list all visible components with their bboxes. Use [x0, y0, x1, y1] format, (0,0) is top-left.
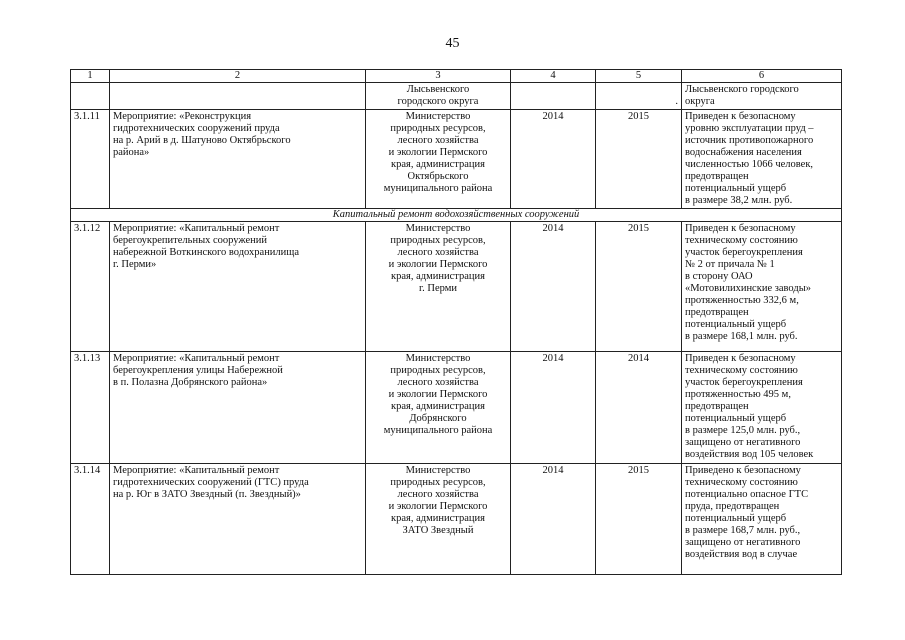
column-number: 2	[110, 70, 366, 83]
cell-executor: Министерство природных ресурсов, лесного хозяйства и экологии Пермского края, администрация Октябрьского муниципального района	[366, 110, 511, 209]
cell-start: 2014	[511, 464, 596, 575]
table-row	[71, 464, 842, 575]
cell-activity: Мероприятие: «Капитальный ремонт гидротехнических сооружений (ГТС) пруда на р. Юг в ЗАТО Звездный (п. Звездный)»	[110, 464, 366, 575]
column-number: 4	[511, 70, 596, 83]
column-number: 6	[682, 70, 842, 83]
cell-result: Приведен к безопасному уровню эксплуатации пруд – источник противопожарного водоснабжения населения численностью 1066 человек, предотвращен потенциальный ущерб в размере 38,2 млн. руб.	[682, 110, 842, 209]
cell-num: 3.1.11	[71, 110, 110, 209]
cell-executor: Министерство природных ресурсов, лесного хозяйства и экологии Пермского края, администрация ЗАТО Звездный	[366, 464, 511, 575]
cell-num: 3.1.13	[71, 352, 110, 464]
cell-num: 3.1.12	[71, 222, 110, 352]
cell-num	[71, 83, 110, 110]
cell-executor: Министерство природных ресурсов, лесного хозяйства и экологии Пермского края, администрация г. Перми	[366, 222, 511, 352]
cell-executor: Лысьвенского городского округа	[366, 83, 511, 110]
table-row	[71, 110, 842, 209]
section-title: Капитальный ремонт водохозяйственных сооружений	[71, 209, 842, 222]
page-number: 45	[445, 36, 460, 51]
cell-end: 2015	[596, 110, 682, 209]
cell-start	[511, 83, 596, 110]
activities-table	[70, 69, 842, 575]
cell-activity: Мероприятие: «Капитальный ремонт берегоукрепительных сооружений набережной Воткинского водохранилища г. Перми»	[110, 222, 366, 352]
column-number: 1	[71, 70, 110, 83]
cell-end: 2015	[596, 464, 682, 575]
column-number: 3	[366, 70, 511, 83]
cell-end: 2015	[596, 222, 682, 352]
cell-activity	[110, 83, 366, 110]
column-number: 5	[596, 70, 682, 83]
cell-end: 2014	[596, 352, 682, 464]
cell-start: 2014	[511, 222, 596, 352]
cell-start: 2014	[511, 352, 596, 464]
cell-start: 2014	[511, 110, 596, 209]
cell-result: Приведен к безопасному техническому состоянию участок берегоукрепления № 2 от причала № 1 в сторону ОАО «Мотовилихинские заводы» протяженностью 332,6 м, предотвращен потенциальный ущерб в размере 168,1 млн. руб.	[682, 222, 842, 352]
cell-result: Приведено к безопасному техническому состоянию потенциально опасное ГТС пруда, предотвращен потенциальный ущерб в размере 168,7 млн. руб., защищено от негативного воздействия вод в случае	[682, 464, 842, 575]
table-row	[71, 352, 842, 464]
column-numbers-row	[71, 70, 842, 83]
cell-executor: Министерство природных ресурсов, лесного хозяйства и экологии Пермского края, администрация Добрянского муниципального района	[366, 352, 511, 464]
cell-activity: Мероприятие: «Капитальный ремонт берегоукрепления улицы Набережной в п. Полазна Добрянского района»	[110, 352, 366, 464]
continuation-row	[71, 83, 842, 110]
cell-end: .	[596, 83, 682, 110]
section-row	[71, 209, 842, 222]
cell-num: 3.1.14	[71, 464, 110, 575]
cell-result: Лысьвенского городского округа	[682, 83, 842, 110]
cell-result: Приведен к безопасному техническому состоянию участок берегоукрепления протяженностью 495 м, предотвращен потенциальный ущерб в размере 125,0 млн. руб., защищено от негативного воздействия вод 105 человек	[682, 352, 842, 464]
cell-activity: Мероприятие: «Реконструкция гидротехнических сооружений пруда на р. Арий в д. Шатуново Октябрьского района»	[110, 110, 366, 209]
table-row	[71, 222, 842, 352]
